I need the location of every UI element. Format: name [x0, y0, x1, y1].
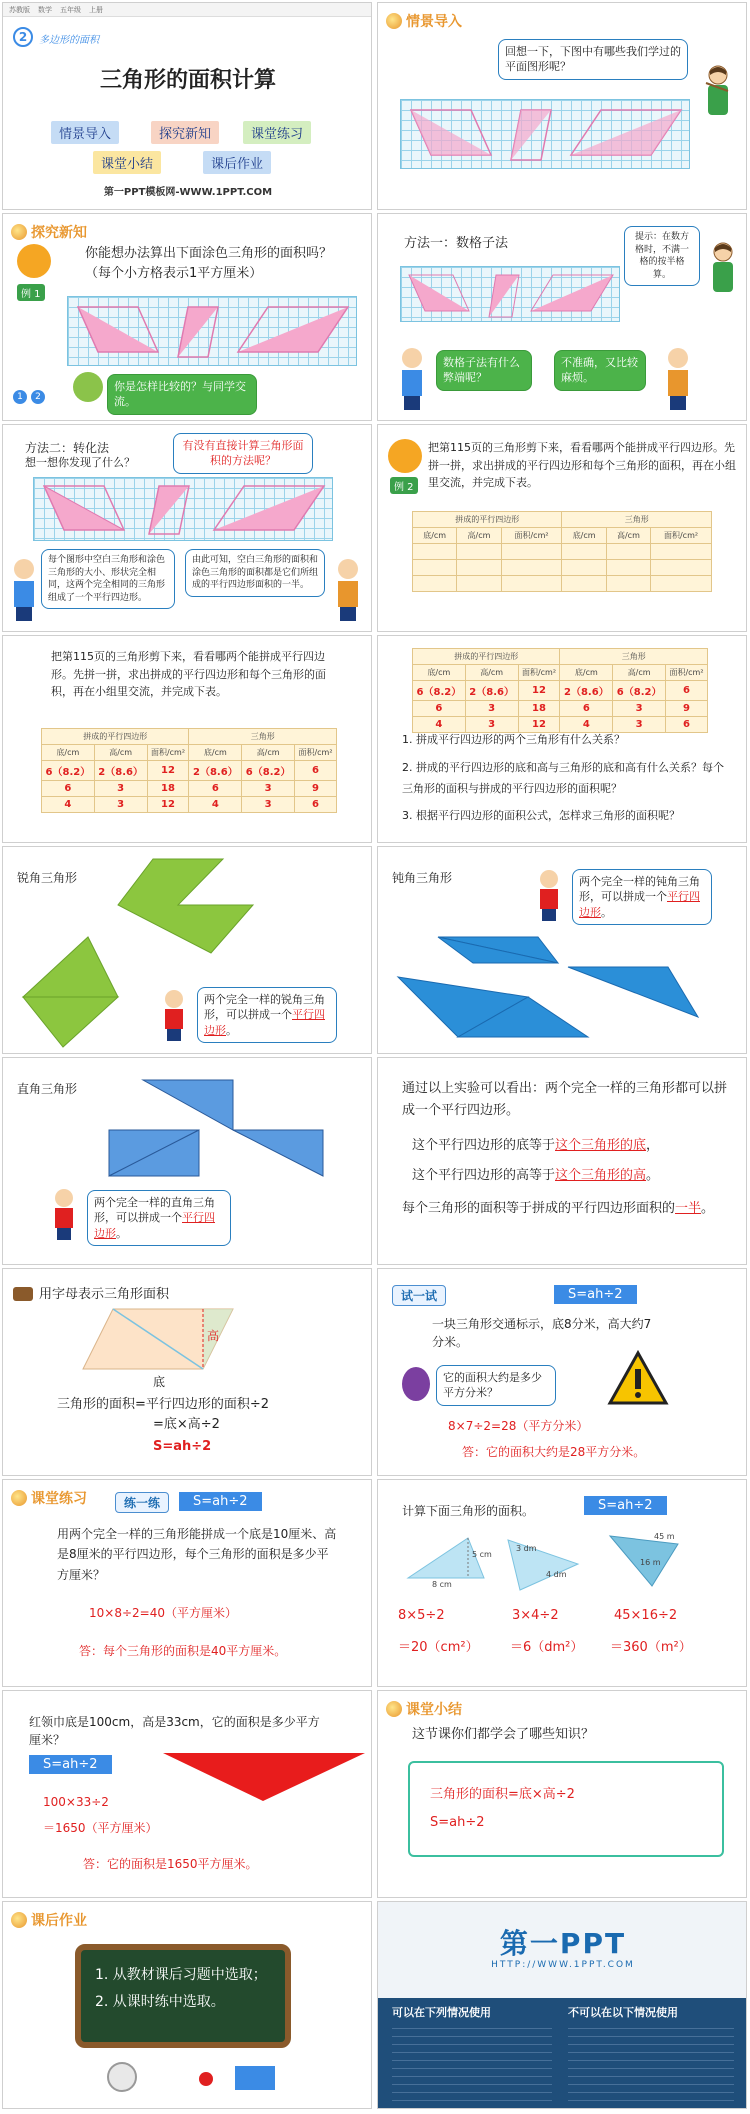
table-cell: 6 — [42, 781, 95, 797]
table-row — [413, 681, 708, 701]
table-cell: 2（8.6） — [465, 681, 518, 701]
calc-3: 45×16÷2 — [614, 1608, 678, 1623]
question-line1: 你能想办法算出下面涂色三角形的面积吗？ — [85, 246, 333, 261]
table-col-header: 底/cm — [413, 528, 457, 544]
table-group-header: 拼成的平行四边形 — [42, 729, 189, 745]
boy-figure — [392, 344, 432, 414]
answer: 答：它的面积是1650平方厘米。 — [83, 1857, 258, 1871]
data-table — [41, 728, 337, 813]
brand-logo: 第一PPT — [499, 1927, 627, 1960]
section-title-text: 课后作业 — [31, 1913, 87, 1929]
menu-item-practice[interactable]: 课堂练习 — [243, 121, 311, 144]
table-col-header: 面积/cm² — [518, 665, 560, 681]
text-part: 。 — [701, 1201, 715, 1216]
usage-forbidden-list — [568, 2028, 734, 2102]
conclusion-p3 — [412, 1166, 659, 1186]
section-title — [11, 1488, 87, 1508]
section-icon — [386, 1701, 402, 1717]
dimension-label: 16 m — [640, 1558, 661, 1567]
boy-figure — [49, 1186, 79, 1242]
red-scarf-triangle — [159, 1749, 369, 1805]
eggplant-mascot — [402, 1367, 430, 1401]
height-label: 高 — [207, 1329, 220, 1343]
slide-questions — [377, 635, 747, 843]
table-cell: 2（8.6） — [560, 681, 613, 701]
table-row — [42, 761, 337, 781]
dimension-label: 3 dm — [516, 1544, 537, 1553]
table-col-header: 高/cm — [457, 528, 501, 544]
grid-figure — [33, 477, 333, 541]
table-cell: 6 — [666, 717, 708, 733]
triangle-shapes — [34, 478, 334, 542]
table-col-header: 底/cm — [560, 665, 613, 681]
table-cell: 6（8.2） — [613, 681, 666, 701]
page-dot[interactable]: 2 — [31, 390, 45, 404]
answer: 答：它的面积大约是28平方分米。 — [462, 1445, 646, 1459]
grid-figure — [400, 99, 690, 169]
example-text: 把第115页的三角形剪下来，看看哪两个能拼成平行四边形。先拼一拼，求出拼成的平行四边形和每个三角形的面积，再在小组里交流，并完成下表。 — [51, 650, 326, 699]
table-cell: 6（8.2） — [242, 761, 295, 781]
page-dot[interactable]: 1 — [13, 390, 27, 404]
slide-explore — [2, 213, 372, 421]
text-part: 这个平行四边形的高等于 — [412, 1168, 556, 1183]
table-col-header: 底/cm — [42, 745, 95, 761]
slide-table-filled — [2, 635, 372, 843]
bubble-text: 两个完全一样的锐角三角形，可以拼成一个 — [204, 993, 325, 1022]
page-title: 三角形的面积计算 — [99, 68, 276, 93]
speech-bubble — [87, 1190, 231, 1246]
section-icon — [11, 224, 27, 240]
formula-line1: 三角形的面积=平行四边形的面积÷2 — [57, 1397, 270, 1412]
table-col-header: 底/cm — [189, 745, 242, 761]
table-cell: 12 — [147, 797, 189, 813]
explanation-box-right: 由此可知，空白三角形的面积和涂色三角形的面积都是它们所组成的平行四边形面积的一半。 — [185, 549, 325, 597]
table-col-header: 面积/cm² — [666, 665, 708, 681]
method-question: 想一想你发现了什么？ — [25, 456, 135, 469]
text-part: 这个平行四边形的底等于 — [412, 1138, 556, 1153]
table-cell: 2（8.6） — [189, 761, 242, 781]
formula-line3: S=ah÷2 — [153, 1439, 212, 1454]
problem-text: 红领巾底是100cm，高是33cm，它的面积是多少平方厘米？ — [29, 1715, 320, 1747]
question-line2: （每个小方格表示1平方厘米） — [85, 266, 263, 281]
formula-tag: S=ah÷2 — [29, 1755, 112, 1774]
usage-allowed-list — [392, 2028, 552, 2102]
triangle-type-label: 钝角三角形 — [392, 871, 453, 885]
speech-bubble: 它的面积大约是多少平方分米？ — [436, 1365, 556, 1406]
girl-avatar — [388, 439, 422, 473]
header-tab: 数学 — [38, 5, 52, 14]
calculation: 8×7÷2=28（平方分米） — [448, 1419, 589, 1433]
calculation: 10×8÷2=40（平方厘米） — [89, 1606, 237, 1620]
table-cell: 18 — [518, 701, 560, 717]
section-icon — [386, 13, 402, 29]
girl-avatar — [17, 244, 51, 278]
triangle-type-label: 锐角三角形 — [17, 871, 78, 885]
table-col-header: 高/cm — [94, 745, 147, 761]
table-cell: 6 — [666, 681, 708, 701]
table-cell: 9 — [295, 781, 337, 797]
formula-tag: S=ah÷2 — [554, 1285, 637, 1304]
highlight-base: 这个三角形的底 — [555, 1138, 647, 1153]
summary-formula-1: 三角形的面积=底×高÷2 — [430, 1787, 575, 1802]
girl-figure — [658, 344, 698, 414]
slide-method-two — [2, 424, 372, 632]
clock-icon — [107, 2062, 137, 2092]
teacher-figure — [703, 240, 743, 300]
teacher-figure — [698, 63, 738, 123]
summary-formula-2: S=ah÷2 — [430, 1815, 485, 1830]
table-col-header: 面积/cm² — [147, 745, 189, 761]
apple-icon — [199, 2072, 213, 2086]
text-part: ， — [646, 1138, 660, 1153]
boy-figure — [7, 555, 41, 625]
question-1: 1. 拼成平行四边形的两个三角形有什么关系？ — [402, 733, 625, 746]
data-table — [412, 511, 712, 592]
slide-formula — [2, 1268, 372, 1476]
section-title-text: 课堂练习 — [31, 1491, 87, 1507]
usage-forbidden-title: 不可以在以下情况使用 — [568, 2006, 678, 2019]
header-tab: 上册 — [89, 5, 103, 14]
table-row — [413, 717, 708, 733]
brand-url[interactable]: HTTP://WWW.1PPT.COM — [491, 1960, 635, 1970]
table-col-header: 面积/cm² — [295, 745, 337, 761]
brand-banner — [378, 1902, 747, 1998]
result-2: ＝6（dm²） — [510, 1640, 584, 1655]
section-icon — [11, 1490, 27, 1506]
dimension-label: 45 m — [654, 1532, 675, 1541]
table-col-header: 高/cm — [465, 665, 518, 681]
table-cell: 3 — [242, 797, 295, 813]
table-cell: 18 — [147, 781, 189, 797]
formula-tag: S=ah÷2 — [584, 1496, 667, 1515]
text-part: 每个三角形的面积等于拼成的平行四边形面积的 — [402, 1201, 676, 1216]
example-text: 把第115页的三角形剪下来，看看哪两个能拼成平行四边形。先拼一拼，求出拼成的平行四边形和每个三角形的面积，再在小组里交流，并完成下表。 — [428, 441, 736, 490]
bubble-highlight: 平行四边形 — [204, 1008, 325, 1037]
table-cell: 12 — [147, 761, 189, 781]
table-col-header: 高/cm — [613, 665, 666, 681]
table-cell: 3 — [465, 701, 518, 717]
result-3: ＝360（m²） — [610, 1640, 692, 1655]
section-title — [11, 222, 87, 242]
menu-item-summary[interactable]: 课堂小结 — [93, 151, 161, 174]
speech-bubble: 回想一下，下图中有哪些我们学过的平面图形呢？ — [498, 39, 688, 80]
warning-sign-icon — [606, 1349, 670, 1407]
pepper-mascot — [73, 372, 103, 402]
problem-text: 用两个完全一样的三角形能拼成一个底是10厘米、高是8厘米的平行四边形，每个三角形的面积是多少平方厘米？ — [57, 1527, 337, 1582]
question-2: 2. 拼成的平行四边形的底和高与三角形的底和高有什么关系？每个三角形的面积与拼成的平行四边形的面积呢？ — [402, 761, 724, 795]
speech-bubble — [197, 987, 337, 1043]
table-cell: 3 — [613, 701, 666, 717]
example-badge: 例 2 — [390, 477, 418, 494]
boy-figure — [159, 987, 189, 1043]
calc-2: 3×4÷2 — [512, 1608, 559, 1623]
section-title-text: 情景导入 — [406, 14, 462, 30]
footer-brand: 第一PPT模板网-WWW.1PPT.COM — [103, 187, 273, 198]
homework-item-1: 1. 从教材课后习题中选取； — [95, 1967, 267, 1983]
table-row — [413, 701, 708, 717]
table-cell: 3 — [242, 781, 295, 797]
obtuse-triangles-figure — [378, 847, 747, 1054]
header-tab: 五年级 — [60, 5, 81, 14]
text-part: 。 — [646, 1168, 660, 1183]
bubble-text-end: 。 — [116, 1226, 127, 1240]
slide-brand — [377, 1901, 747, 2109]
formula-line2: =底×高÷2 — [153, 1417, 220, 1432]
answer: 答：每个三角形的面积是40平方厘米。 — [79, 1644, 287, 1658]
bubble-text-end: 。 — [601, 905, 612, 919]
header-tabs — [3, 3, 372, 17]
conclusion-p2 — [412, 1136, 659, 1156]
formula-title: 用字母表示三角形面积 — [39, 1287, 170, 1302]
slide-example-two — [377, 424, 747, 632]
bubble-text: 两个完全一样的直角三角形，可以拼成一个 — [94, 1196, 215, 1225]
table-cell: 6（8.2） — [413, 681, 466, 701]
base-label: 底 — [153, 1375, 166, 1389]
table-cell: 2（8.6） — [94, 761, 147, 781]
slide-right-triangle — [2, 1057, 372, 1265]
data-table — [412, 648, 708, 733]
method-title: 方法一：数格子法 — [404, 236, 509, 251]
speech-bubble: 有没有直接计算三角形面积的方法呢？ — [173, 433, 313, 474]
section-title — [386, 11, 462, 31]
table-cell: 4 — [189, 797, 242, 813]
try-tag: 试一试 — [392, 1285, 446, 1306]
slide-acute-triangle — [2, 846, 372, 1054]
conclusion-p1: 通过以上实验可以看出：两个完全一样的三角形都可以拼成一个平行四边形。 — [402, 1081, 728, 1119]
slide-conclusion — [377, 1057, 747, 1265]
header-tab: 苏教版 — [9, 5, 30, 14]
speech-bubble-right: 不准确，又比较麻烦。 — [554, 350, 646, 391]
table-cell: 6 — [295, 797, 337, 813]
menu-item-homework[interactable]: 课后作业 — [203, 151, 271, 174]
table-row — [413, 560, 712, 576]
table-col-header: 面积/cm² — [501, 528, 562, 544]
usage-allowed-title: 可以在下列情况使用 — [392, 2006, 491, 2019]
highlight-height: 这个三角形的高 — [555, 1168, 647, 1183]
books-icon — [235, 2066, 275, 2090]
grid-figure — [400, 266, 620, 322]
method-title: 方法二：转化法 — [25, 441, 110, 455]
slide-obtuse-triangle — [377, 846, 747, 1054]
table-row — [413, 576, 712, 592]
table-col-header: 底/cm — [562, 528, 606, 544]
calculation-2: ＝1650（平方厘米） — [43, 1821, 158, 1835]
slide-compute — [377, 1479, 747, 1687]
table-col-header: 高/cm — [242, 745, 295, 761]
section-title — [386, 1699, 462, 1719]
speech-bubble: 你是怎样比较的？与同学交流。 — [107, 374, 257, 415]
example-badge: 例 1 — [17, 284, 45, 301]
dimension-label: 5 cm — [472, 1550, 492, 1559]
menu-item-explore[interactable]: 探究新知 — [151, 121, 219, 144]
triangle-shapes — [68, 297, 358, 367]
table-row — [42, 797, 337, 813]
dimension-label: 8 cm — [432, 1580, 452, 1589]
section-icon — [11, 1912, 27, 1928]
triangle-shapes — [401, 100, 691, 170]
homework-item-2: 2. 从课时练中选取。 — [95, 1993, 225, 2010]
highlight-half: 一半 — [675, 1201, 702, 1216]
formula-tag: S=ah÷2 — [179, 1492, 262, 1511]
table-col-header: 底/cm — [413, 665, 466, 681]
conclusion-p4 — [402, 1198, 732, 1220]
slide-method-one — [377, 213, 747, 421]
table-cell: 4 — [413, 717, 466, 733]
table-row — [413, 544, 712, 560]
bubble-text: 两个完全一样的钝角三角形，可以拼成一个 — [579, 875, 700, 904]
bubble-text-end: 。 — [226, 1023, 237, 1037]
problem-text: 一块三角形交通标示，底8分米，高大约7分米。 — [432, 1317, 652, 1349]
table-group-header: 三角形 — [562, 512, 712, 528]
summary-question: 这节课你们都学会了哪些知识？ — [412, 1727, 595, 1742]
table-cell: 3 — [94, 781, 147, 797]
table-cell: 6 — [413, 701, 466, 717]
section-title-text: 课堂小结 — [406, 1702, 462, 1718]
table-cell: 6（8.2） — [42, 761, 95, 781]
grid-figure — [67, 296, 357, 366]
question-3: 3. 根据平行四边形的面积公式，怎样求三角形的面积呢？ — [402, 809, 680, 822]
table-row — [42, 781, 337, 797]
table-group-header: 三角形 — [560, 649, 708, 665]
bubble-highlight: 平行四边形 — [94, 1211, 215, 1240]
calc-1: 8×5÷2 — [398, 1608, 445, 1623]
slide-homework — [2, 1901, 372, 2109]
slide-title — [2, 2, 372, 210]
section-title-text: 探究新知 — [31, 225, 87, 241]
calculation-1: 100×33÷2 — [43, 1795, 109, 1809]
table-col-header: 高/cm — [606, 528, 650, 544]
table-cell: 3 — [465, 717, 518, 733]
tip-bubble: 提示：在数方格时，不满一格的按半格算。 — [624, 226, 700, 286]
chalkboard — [75, 1944, 291, 2048]
section-title — [11, 1910, 87, 1930]
table-cell: 9 — [666, 701, 708, 717]
girl-figure — [331, 555, 365, 625]
slide-red-scarf — [2, 1690, 372, 1898]
slide-try — [377, 1268, 747, 1476]
slide-summary — [377, 1690, 747, 1898]
unit-number-badge: 2 — [13, 27, 33, 47]
slide-practice — [2, 1479, 372, 1687]
compute-instruction: 计算下面三角形的面积。 — [402, 1504, 535, 1518]
triangle-shapes — [401, 267, 621, 323]
table-cell: 12 — [518, 717, 560, 733]
table-cell: 12 — [518, 681, 560, 701]
table-cell: 6 — [189, 781, 242, 797]
summary-box — [408, 1761, 724, 1857]
table-group-header: 拼成的平行四边形 — [413, 512, 562, 528]
table-cell: 3 — [613, 717, 666, 733]
table-cell: 4 — [42, 797, 95, 813]
bubble-highlight: 平行四边形 — [579, 890, 700, 919]
menu-item-intro[interactable]: 情景导入 — [51, 121, 119, 144]
table-cell: 6 — [560, 701, 613, 717]
unit-name: 多边形的面积 — [39, 35, 99, 46]
brand-info-panel — [378, 1998, 747, 2109]
table-cell: 6 — [295, 761, 337, 781]
triangle-type-label: 直角三角形 — [17, 1082, 78, 1096]
table-group-header: 三角形 — [189, 729, 337, 745]
dimension-label: 4 dm — [546, 1570, 567, 1579]
speech-bubble-left: 数格子法有什么弊端呢？ — [436, 350, 532, 391]
table-cell: 3 — [94, 797, 147, 813]
slide-intro — [377, 2, 747, 210]
table-col-header: 面积/cm² — [651, 528, 712, 544]
practice-tag: 练一练 — [115, 1492, 169, 1513]
table-group-header: 拼成的平行四边形 — [413, 649, 560, 665]
table-cell: 4 — [560, 717, 613, 733]
result-1: ＝20（cm²） — [398, 1640, 479, 1655]
explanation-box-left: 每个图形中空白三角形和涂色三角形的大小、形状完全相同，这两个完全相同的三角形组成了一个平行四边形。 — [41, 549, 175, 609]
